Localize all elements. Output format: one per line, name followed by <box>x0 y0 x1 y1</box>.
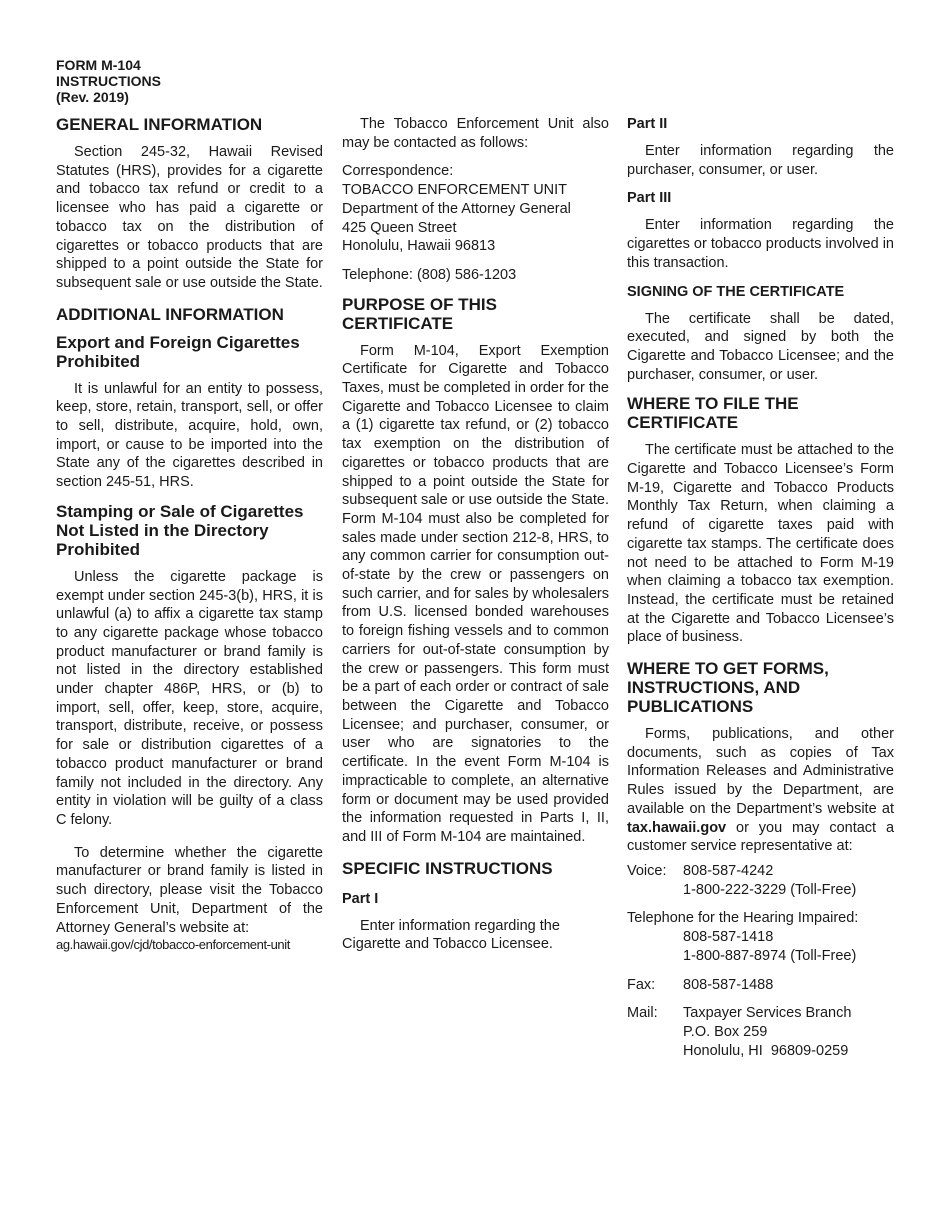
voice-label: Voice: <box>627 862 667 879</box>
form-number: FORM M-104 <box>56 57 141 73</box>
voice-number-2: 1-800-222-3229 (Toll-Free) <box>683 881 857 898</box>
address-line-1: TOBACCO ENFORCEMENT UNIT <box>342 182 568 199</box>
fax-label: Fax: <box>627 976 656 993</box>
part-2-heading: Part II <box>627 116 668 132</box>
mail-line-3: Honolulu, HI 96809-0259 <box>683 1042 849 1059</box>
purpose-heading: PURPOSE OF THIS CERTIFICATE <box>342 294 497 333</box>
fax-number: 808-587-1488 <box>683 976 774 993</box>
determine-text: To determine whether the cigarette manufacturer or brand family is listed in such directory, please visit the Tobacco Enforcement Unit, Department of the Attorney General’s website at: <box>56 844 323 936</box>
voice-number-1: 808-587-4242 <box>683 862 774 879</box>
stamping-heading: Stamping or Sale of Cigarettes Not Listed in the Directory Prohibited <box>56 501 304 559</box>
mail-line-2: P.O. Box 259 <box>683 1023 768 1040</box>
where-file-body: The certificate must be attached to the Cigarette and Tobacco Licensee’s Form M-19, Cigarette and Tobacco Products Monthly Tax Return, when claiming a refund of cigarette taxes paid with cigarette tax stamps. The certificate does not need to be attached to Form M-19 when claiming a tobacco tax exemption. Instead, the certificate must be retained at the Cigarette and Tobacco Licensee’s place of business. <box>627 442 894 646</box>
tobacco-unit-website[interactable]: ag.hawaii.gov/cjd/tobacco-enforcement-unit <box>56 937 290 953</box>
column-right <box>627 115 894 1070</box>
address-line-2: Department of the Attorney General <box>342 200 571 217</box>
where-get-heading: WHERE TO GET FORMS, INSTRUCTIONS, AND PUBLICATIONS <box>627 659 829 717</box>
purpose-body: Form M-104, Export Exemption Certificate for Cigarette and Tobacco Taxes, must be completed in order for the Cigarette and Tobacco Licensee to claim a (1) cigarette tax refund, or (2) tobacco tax exemption on the distribution of cigarettes or tobacco products that are shipped to a point outside the State for subsequent sale or use outside the State. Form M-104 must also be completed for sales made under section 212-8, HRS, to any common carrier for consumption out-of-state by the crew or passengers on such carrier, and for sales by wholesalers from U.S. licensed bonded warehouses to foreign fishing vessels and to common carriers for out-of-state consumption by the crew or passengers. This form must be a part of each order or contract of sale between the Cigarette and Tobacco Licensee; and purchaser, consumer, or user who are signatories to the certificate. In the event Form M-104 is impracticable to complete, an alternative form or document may be used provided the information requested in Parts I, II, and III of Form M-104 are maintained. <box>342 342 609 845</box>
where-get-text-before: Forms, publications, and other documents, such as copies of Tax Information Releases and Administrative Rules issued by the Department, are available on the Department’s website at <box>627 726 894 817</box>
mail-line-1: Taxpayer Services Branch <box>683 1005 852 1022</box>
signing-heading: SIGNING OF THE CERTIFICATE <box>627 283 845 300</box>
signing-body: The certificate shall be dated, executed, and signed by both the Cigarette and Tobacco Licensee; and the purchaser, consumer, or user. <box>627 310 894 383</box>
part-2-body: Enter information regarding the purchaser, consumer, or user. <box>627 143 894 178</box>
general-info-body: Section 245-32, Hawaii Revised Statutes (HRS), provides for a cigarette and tobacco tax refund or credit to a licensee who has paid a cigarette or tobacco tax on the distribution of cigarettes or tobacco products that are shipped to a point outside the State for subsequent sale or use outside the State. <box>56 144 323 291</box>
part-3-body: Enter information regarding the cigarettes or tobacco products involved in this transaction. <box>627 217 894 271</box>
column-left <box>56 115 323 952</box>
hearing-number-1: 808-587-1418 <box>683 929 774 946</box>
specific-instructions-heading: SPECIFIC INSTRUCTIONS <box>342 858 553 878</box>
hearing-impaired-contact <box>627 909 894 965</box>
tobacco-unit-telephone: Telephone: (808) 586-1203 <box>342 266 517 283</box>
tobacco-unit-address <box>342 162 609 256</box>
where-file-heading: WHERE TO FILE THE CERTIFICATE <box>627 394 799 433</box>
form-revision: (Rev. 2019) <box>56 89 129 105</box>
where-get-body <box>627 725 894 856</box>
column-middle <box>342 115 609 964</box>
hearing-number-2: 1-800-887-8974 (Toll-Free) <box>683 947 857 964</box>
form-instructions-label: INSTRUCTIONS <box>56 73 161 89</box>
where-get-text-after: or you may contact a customer service representative at: <box>627 819 895 855</box>
form-identifier <box>56 57 161 105</box>
additional-info-heading: ADDITIONAL INFORMATION <box>56 304 284 324</box>
correspondence-label: Correspondence: <box>342 163 454 180</box>
hearing-label: Telephone for the Hearing Impaired: <box>627 910 859 927</box>
stamping-body: Unless the cigarette package is exempt under section 245-3(b), HRS, it is unlawful (a) to affix a cigarette tax stamp to any cigarette package whose tobacco product manufacturer or brand family is not listed in the directory established under chapter 486P, HRS, or (b) to import, sell, offer, keep, store, acquire, transport, distribute, receive, or possess for sale or distribution cigarettes of a tobacco product manufacturer or brand family not included in the directory. Any entity in violation will be guilty of a class C felony. <box>56 568 323 828</box>
mail-contact <box>627 1004 894 1060</box>
mail-label: Mail: <box>627 1005 658 1022</box>
part-3-heading: Part III <box>627 190 672 207</box>
tax-website-link[interactable]: tax.hawaii.gov <box>627 819 727 836</box>
export-body: It is unlawful for an entity to possess, keep, store, retain, transport, sell, or offer to sell, distribute, acquire, hold, own, import, or cause to be imported into the State any of the cigarettes described in section 245-51, HRS. <box>56 380 323 491</box>
part-1-body: Enter information regarding the Cigarette and Tobacco Licensee. <box>342 917 560 953</box>
tobacco-unit-intro: The Tobacco Enforcement Unit also may be contacted as follows: <box>342 116 609 151</box>
determine-body <box>56 844 323 938</box>
address-line-4: Honolulu, Hawaii 96813 <box>342 238 496 255</box>
voice-contact <box>627 862 894 899</box>
general-info-heading: GENERAL INFORMATION <box>56 115 263 134</box>
address-line-3: 425 Queen Street <box>342 219 457 236</box>
export-heading: Export and Foreign Cigarettes Prohibited <box>56 332 300 371</box>
part-1-heading: Part I <box>342 890 379 907</box>
fax-contact <box>627 976 894 995</box>
